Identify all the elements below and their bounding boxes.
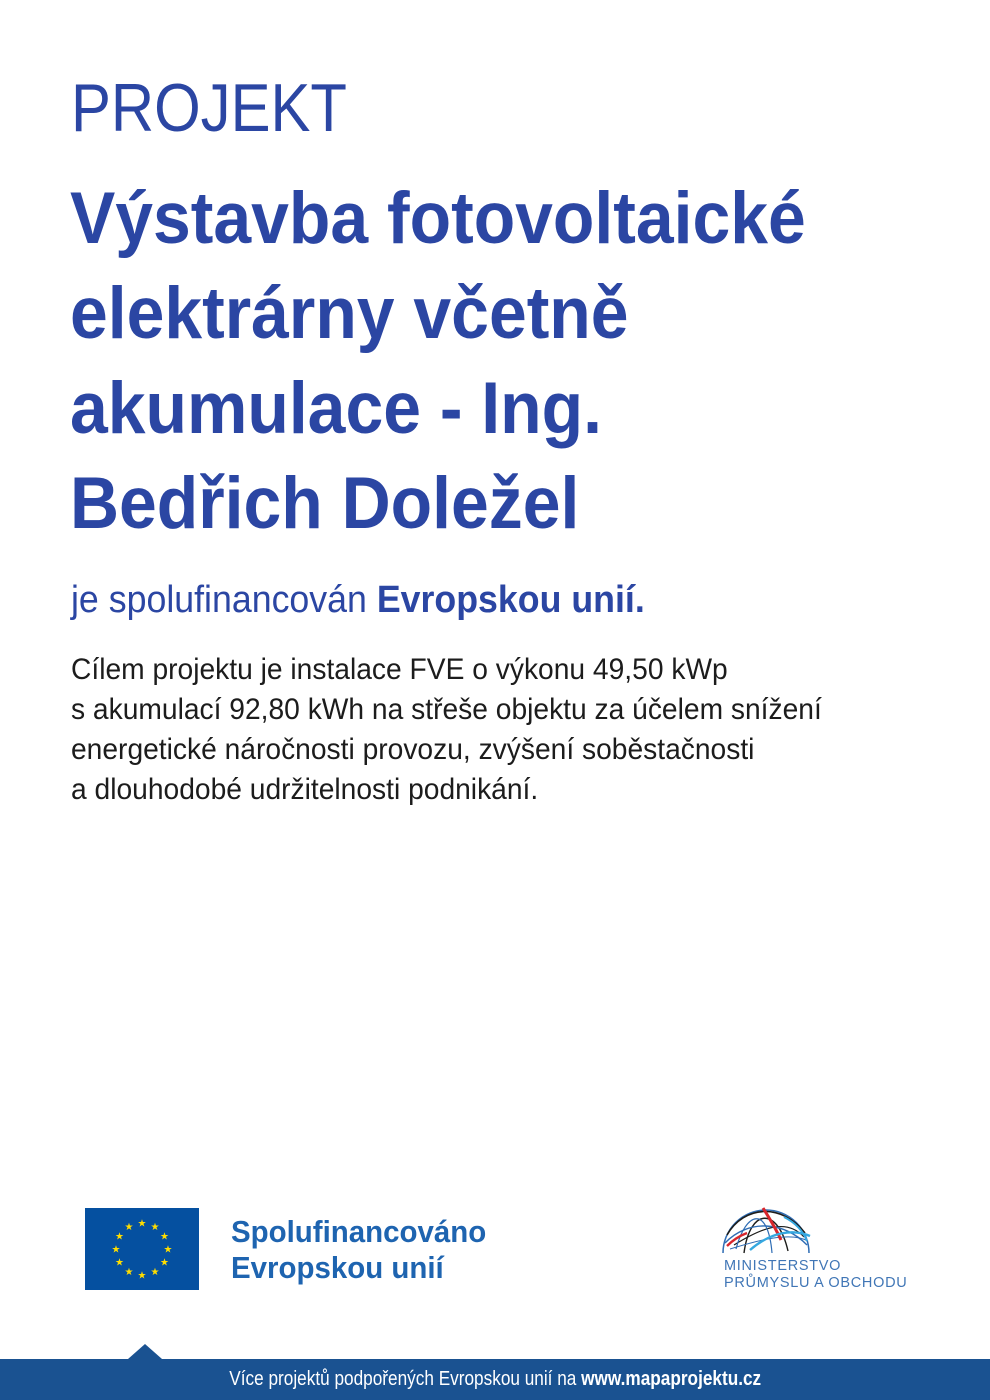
triangle-up-tab-icon [128, 1344, 162, 1359]
eu-caption-line: Spolufinancováno [231, 1214, 487, 1249]
cofinancing-statement-bold: Evropskou unií. [376, 579, 645, 621]
footer-bar-text [229, 1368, 761, 1391]
project-kicker: PROJEKT [71, 70, 347, 146]
svg-text:★: ★ [160, 1231, 169, 1243]
project-description-line: Cílem projektu je instalace FVE o výkonu 49,50 kWp [71, 653, 728, 686]
project-description-line: s akumulací 92,80 kWh na střeše objektu za účelem snížení [71, 693, 822, 726]
svg-text:★: ★ [115, 1231, 124, 1243]
svg-text:★: ★ [137, 1218, 147, 1230]
footer-bar-url: www.mapaprojektu.cz [580, 1368, 761, 1390]
cofinancing-statement [71, 578, 645, 622]
project-title-line: Bedřich Doležel [70, 463, 580, 544]
svg-text:★: ★ [115, 1257, 124, 1269]
svg-text:★: ★ [163, 1244, 173, 1256]
svg-text:★: ★ [124, 1222, 134, 1233]
svg-text:★: ★ [124, 1267, 134, 1278]
svg-text:★: ★ [150, 1267, 160, 1278]
project-title-line: Výstavba fotovoltaické [70, 178, 806, 259]
eu-caption-line: Evropskou unií [231, 1250, 444, 1285]
project-description-line: a dlouhodobé udržitelnosti podnikání. [71, 773, 539, 806]
footer-bar-text-regular: Více projektů podpořených Evropskou unií na [229, 1368, 581, 1390]
ministry-name-line: PRŮMYSLU A OBCHODU [724, 1274, 908, 1291]
svg-text:★: ★ [111, 1244, 121, 1256]
project-title-line: akumulace - Ing. [70, 368, 602, 449]
svg-text:★: ★ [150, 1222, 160, 1233]
svg-text:★: ★ [160, 1257, 169, 1269]
cofinancing-statement-regular: je spolufinancován [71, 579, 377, 621]
footer-bar [0, 1359, 990, 1400]
ministry-globe-icon [720, 1203, 812, 1255]
project-title [70, 171, 861, 551]
project-title-line: elektrárny včetně [70, 273, 629, 354]
eu-flag-icon [85, 1208, 199, 1290]
eu-caption [231, 1214, 500, 1286]
ministry-name [724, 1258, 907, 1291]
project-description [71, 650, 870, 810]
ministry-name-line: MINISTERSTVO [724, 1258, 842, 1274]
svg-text:★: ★ [137, 1270, 147, 1282]
project-description-line: energetické náročnosti provozu, zvýšení soběstačnosti [71, 733, 755, 766]
